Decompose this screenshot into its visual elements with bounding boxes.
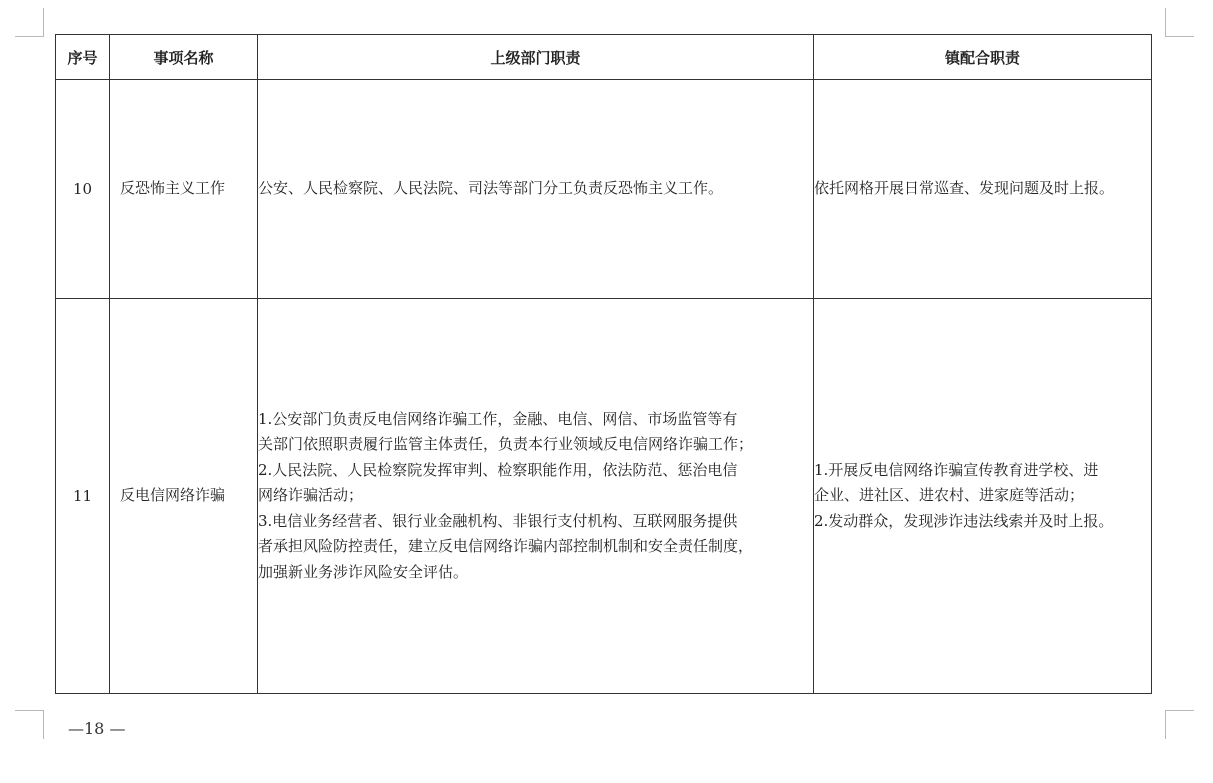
page-number: —18 — (68, 719, 126, 738)
header-superior-duty: 上级部门职责 (258, 35, 814, 80)
crop-mark-bottom-right (1165, 710, 1194, 739)
text-line: 2.人民法院、人民检察院发挥审判、检察职能作用，依法防范、惩治电信 (258, 460, 738, 479)
text-line: 网络诈骗活动； (258, 486, 364, 505)
header-item-name: 事项名称 (110, 35, 258, 80)
table-row (56, 299, 1152, 694)
text-line: 公安、人民检察院、人民法院、司法等部门分工负责反恐怖主义工作。 (258, 179, 724, 198)
text-line: 依托网格开展日常巡查、发现问题及时上报。 (814, 179, 1115, 198)
row-item-name: 反恐怖主义工作 (110, 80, 258, 299)
row-item-name: 反电信网络诈骗 (110, 299, 258, 694)
text-line: 1.开展反电信网络诈骗宣传教育进学校、进 (814, 460, 1099, 479)
table-row (56, 80, 1152, 299)
text-line: 1.公安部门负责反电信网络诈骗工作，金融、电信、网信、市场监管等有 (258, 409, 738, 428)
row-town-duty (814, 299, 1152, 694)
crop-mark-top-right (1165, 8, 1194, 37)
text-line: 关部门依照职责履行监管主体责任，负责本行业领域反电信网络诈骗工作； (258, 435, 754, 454)
text-line: 加强新业务涉诈风险安全评估。 (258, 562, 469, 581)
text-line: 企业、进社区、进农村、进家庭等活动； (814, 486, 1085, 505)
table-header-row (56, 35, 1152, 80)
text-line: 3.电信业务经营者、银行业金融机构、非银行支付机构、互联网服务提供 (258, 511, 738, 530)
text-line: 者承担风险防控责任，建立反电信网络诈骗内部控制机制和安全责任制度， (258, 537, 754, 556)
row-town-duty (814, 80, 1152, 299)
row-superior-duty (258, 299, 814, 694)
duty-table (55, 34, 1152, 694)
row-seq: 10 (56, 80, 110, 299)
header-town-duty: 镇配合职责 (814, 35, 1152, 80)
crop-mark-bottom-left (15, 710, 44, 739)
header-seq: 序号 (56, 35, 110, 80)
row-seq: 11 (56, 299, 110, 694)
crop-mark-top-left (15, 8, 44, 37)
text-line: 2.发动群众，发现涉诈违法线索并及时上报。 (814, 511, 1114, 530)
row-superior-duty (258, 80, 814, 299)
